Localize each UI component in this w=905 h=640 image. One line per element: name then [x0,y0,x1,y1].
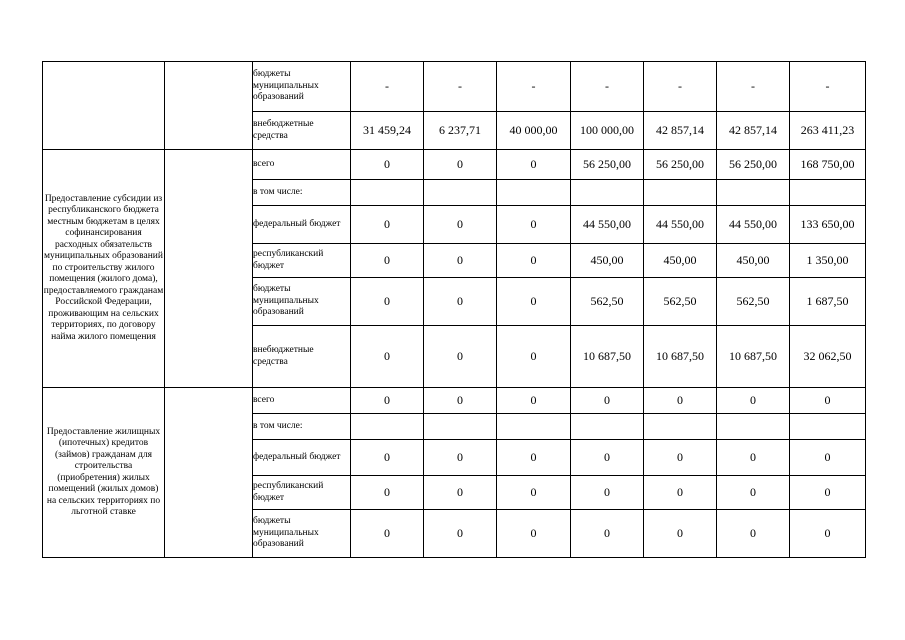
table-row [43,388,866,414]
year-value-cell [351,180,424,206]
year-value-cell: 10 687,50 [571,326,644,388]
executor-cell [165,62,253,150]
year-value-cell: 0 [644,440,717,476]
year-value-cell: 10 687,50 [717,326,790,388]
year-value-cell: 0 [497,326,571,388]
total-value-cell: - [790,62,866,112]
total-value-cell: 0 [790,440,866,476]
year-value-cell: 0 [424,244,497,278]
year-value-cell: 0 [351,206,424,244]
year-value-cell [717,180,790,206]
total-value-cell: 168 750,00 [790,150,866,180]
year-value-cell: 44 550,00 [571,206,644,244]
year-value-cell: 0 [571,440,644,476]
year-value-cell [644,414,717,440]
funding-source-cell: всего [253,150,351,180]
year-value-cell: 0 [497,476,571,510]
table-row [43,150,866,180]
total-value-cell: 0 [790,510,866,558]
year-value-cell: - [497,62,571,112]
year-value-cell: 40 000,00 [497,112,571,150]
year-value-cell: 0 [424,326,497,388]
year-value-cell [497,180,571,206]
funding-source-cell: республиканский бюджет [253,244,351,278]
year-value-cell: 56 250,00 [571,150,644,180]
year-value-cell: 0 [351,326,424,388]
funding-source-cell: внебюджетные средства [253,326,351,388]
year-value-cell: 0 [717,440,790,476]
year-value-cell: - [424,62,497,112]
year-value-cell: 0 [351,150,424,180]
year-value-cell: 0 [424,206,497,244]
year-value-cell [644,180,717,206]
total-value-cell: 0 [790,388,866,414]
year-value-cell: 0 [351,476,424,510]
year-value-cell: 56 250,00 [644,150,717,180]
year-value-cell: - [717,62,790,112]
year-value-cell: 0 [497,278,571,326]
year-value-cell: 42 857,14 [644,112,717,150]
year-value-cell: 56 250,00 [717,150,790,180]
funding-source-cell: федеральный бюджет [253,206,351,244]
year-value-cell [424,414,497,440]
year-value-cell: 0 [424,440,497,476]
year-value-cell: 0 [497,206,571,244]
year-value-cell: 0 [571,510,644,558]
year-value-cell: 450,00 [571,244,644,278]
year-value-cell: 0 [571,388,644,414]
year-value-cell: 562,50 [571,278,644,326]
year-value-cell: 0 [717,510,790,558]
year-value-cell: 42 857,14 [717,112,790,150]
year-value-cell: 562,50 [644,278,717,326]
year-value-cell: 44 550,00 [644,206,717,244]
total-value-cell: 133 650,00 [790,206,866,244]
year-value-cell [424,180,497,206]
year-value-cell: 0 [424,388,497,414]
year-value-cell: - [351,62,424,112]
year-value-cell [571,414,644,440]
total-value-cell: 1 687,50 [790,278,866,326]
funding-source-cell: в том числе: [253,414,351,440]
year-value-cell: 0 [644,476,717,510]
total-value-cell: 0 [790,476,866,510]
year-value-cell: 0 [644,388,717,414]
year-value-cell: 0 [497,244,571,278]
year-value-cell: 0 [351,278,424,326]
total-value-cell: 263 411,23 [790,112,866,150]
year-value-cell: 31 459,24 [351,112,424,150]
year-value-cell [351,414,424,440]
funding-source-cell: бюджеты муниципальных образований [253,278,351,326]
program-name-cell: Предоставление жилищных (ипотечных) кредитов (займов) гражданам для строительства (приобретения) жилых помещений (жилых домов) на сельских территориях по льготной ставке [43,388,165,558]
year-value-cell [497,414,571,440]
year-value-cell: 0 [351,244,424,278]
funding-source-cell: республиканский бюджет [253,476,351,510]
year-value-cell: 0 [717,476,790,510]
year-value-cell: 0 [424,150,497,180]
year-value-cell: 450,00 [644,244,717,278]
year-value-cell: 0 [424,510,497,558]
year-value-cell: 0 [717,388,790,414]
executor-cell [165,388,253,558]
funding-source-cell: бюджеты муниципальных образований [253,62,351,112]
total-value-cell [790,414,866,440]
funding-source-cell: федеральный бюджет [253,440,351,476]
year-value-cell: 10 687,50 [644,326,717,388]
year-value-cell: 0 [571,476,644,510]
year-value-cell: 0 [497,510,571,558]
year-value-cell: 0 [351,510,424,558]
year-value-cell: 6 237,71 [424,112,497,150]
year-value-cell: 0 [644,510,717,558]
program-name-cell [43,62,165,150]
funding-source-cell: внебюджетные средства [253,112,351,150]
program-name-cell: Предоставление субсидии из республиканского бюджета местным бюджетам в целях софинансирования расходных обязательств муниципальных образований по строительству жилого помещения (жилого дома), предоставляемого гражданам Российской Федерации, проживающим на сельских территориях, по договору найма жилого помещения [43,150,165,388]
funding-source-cell: всего [253,388,351,414]
year-value-cell: 44 550,00 [717,206,790,244]
total-value-cell: 1 350,00 [790,244,866,278]
year-value-cell: 0 [424,278,497,326]
funding-table [42,61,866,558]
year-value-cell [571,180,644,206]
year-value-cell [717,414,790,440]
total-value-cell: 32 062,50 [790,326,866,388]
year-value-cell: 0 [351,388,424,414]
year-value-cell: 0 [497,150,571,180]
year-value-cell: 0 [424,476,497,510]
year-value-cell: - [571,62,644,112]
executor-cell [165,150,253,388]
table-row [43,62,866,112]
year-value-cell: 562,50 [717,278,790,326]
total-value-cell [790,180,866,206]
funding-source-cell: бюджеты муниципальных образований [253,510,351,558]
funding-source-cell: в том числе: [253,180,351,206]
year-value-cell: 100 000,00 [571,112,644,150]
year-value-cell: 0 [497,440,571,476]
year-value-cell: 0 [497,388,571,414]
year-value-cell: - [644,62,717,112]
year-value-cell: 450,00 [717,244,790,278]
year-value-cell: 0 [351,440,424,476]
